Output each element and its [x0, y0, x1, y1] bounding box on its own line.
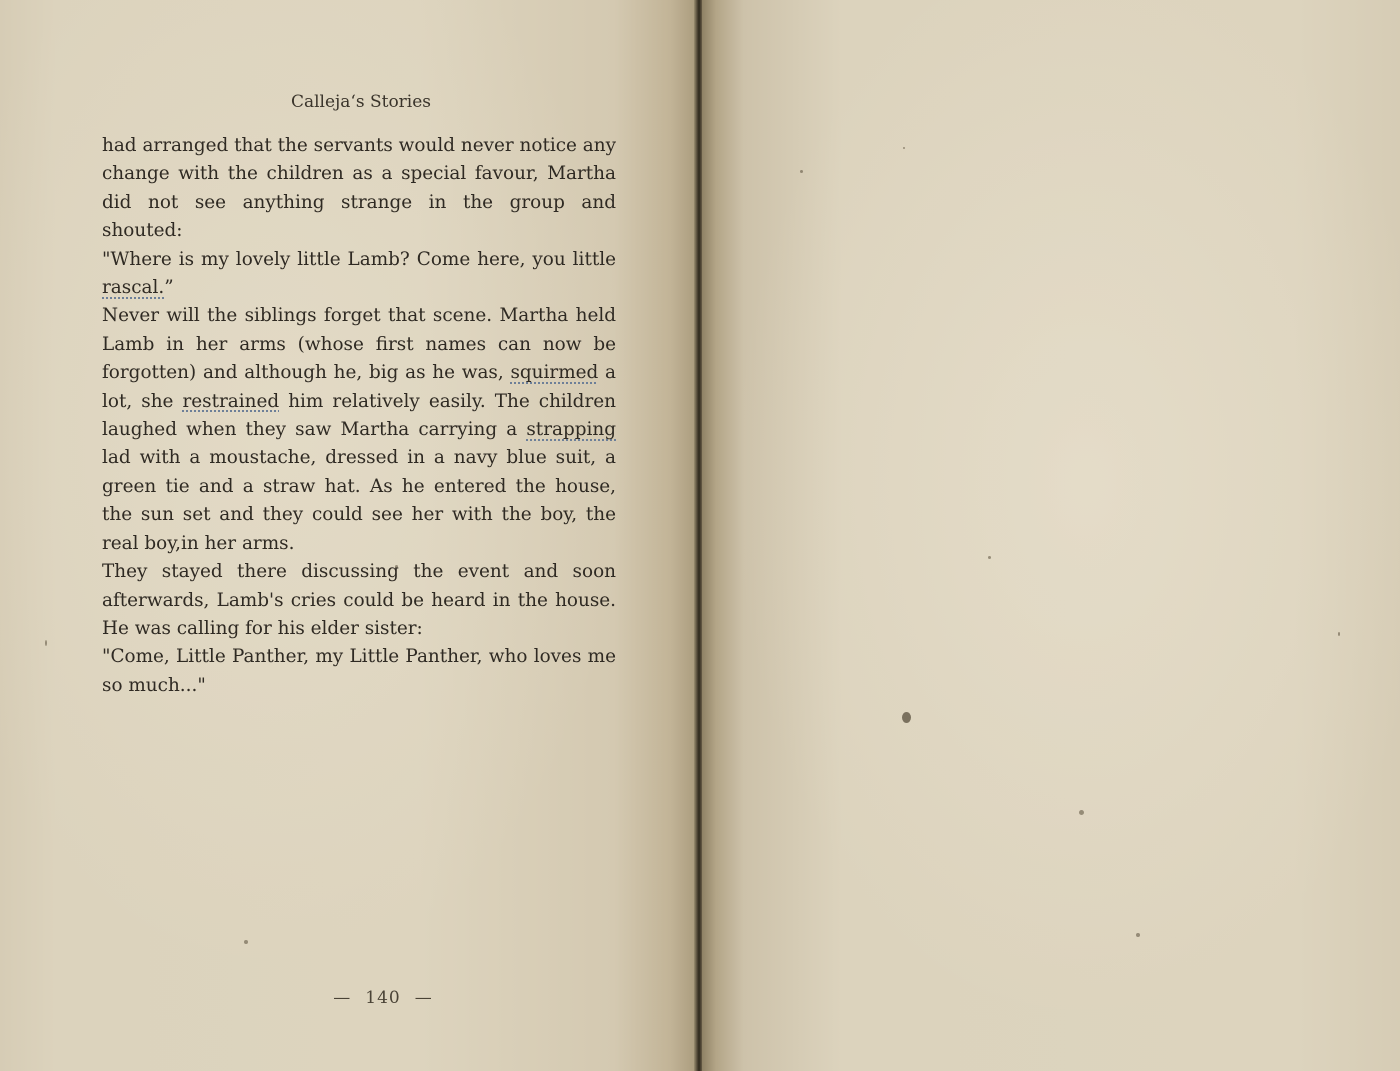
- paper-speck: [1338, 632, 1340, 636]
- paragraph-3: [102, 302, 616, 558]
- paper-speck: [988, 556, 991, 559]
- closing-quote: ”: [164, 277, 174, 299]
- paper-speck: [902, 712, 911, 723]
- paragraph-3-text: a lot, she: [102, 362, 617, 412]
- running-header: Calleja‘s Stories: [290, 92, 432, 112]
- page-number-dash-left: —: [333, 988, 352, 1008]
- paper-speck: [1079, 810, 1084, 815]
- glossary-word-restrained[interactable]: restrained: [182, 390, 280, 412]
- page-number: 140: [365, 988, 401, 1008]
- paragraph-1: had arranged that the servants would never notice any change with the children as a special favour, Martha did not see anything strange in the group and shouted:: [102, 135, 616, 242]
- left-page: [0, 0, 698, 1071]
- paragraph-3-text: him relatively easily. The children laughed when they saw Martha carrying a: [102, 390, 616, 441]
- paragraph-2: [102, 246, 616, 303]
- paper-speck: [1136, 933, 1140, 937]
- paper-speck: [800, 170, 803, 173]
- glossary-word-squirmed[interactable]: squirmed: [510, 362, 599, 384]
- paper-speck: [244, 940, 248, 944]
- page-number-dash-right: —: [414, 988, 433, 1008]
- paragraph-2-text: "Where is my lovely little Lamb? Come here, you little: [102, 248, 616, 270]
- paper-speck: [903, 147, 905, 149]
- glossary-word-strapping[interactable]: strapping: [526, 419, 616, 441]
- page-number-footer: [0, 988, 698, 1008]
- glossary-word-rascal[interactable]: rascal.: [102, 277, 165, 299]
- paper-speck: [45, 640, 47, 646]
- paragraph-3-text: lad with a moustache, dressed in a navy blue suit, a green tie and a straw hat. As he entered the house, the sun set and they could see her with the boy, the real boy,in her arms.: [102, 447, 616, 554]
- paragraph-5: "Come, Little Panther, my Little Panther, who loves me so much...": [102, 646, 616, 696]
- paragraph-3-text: Never will the siblings forget that scene. Martha held Lamb in her arms (whose first names can now be forgotten) and although he, big as he was,: [102, 305, 616, 384]
- body-text: [102, 132, 616, 700]
- right-page: [702, 0, 1400, 1071]
- paragraph-4: They stayed there discussing the event and soon afterwards, Lamb's cries could be heard in the house. He was calling for his elder sister:: [102, 561, 616, 639]
